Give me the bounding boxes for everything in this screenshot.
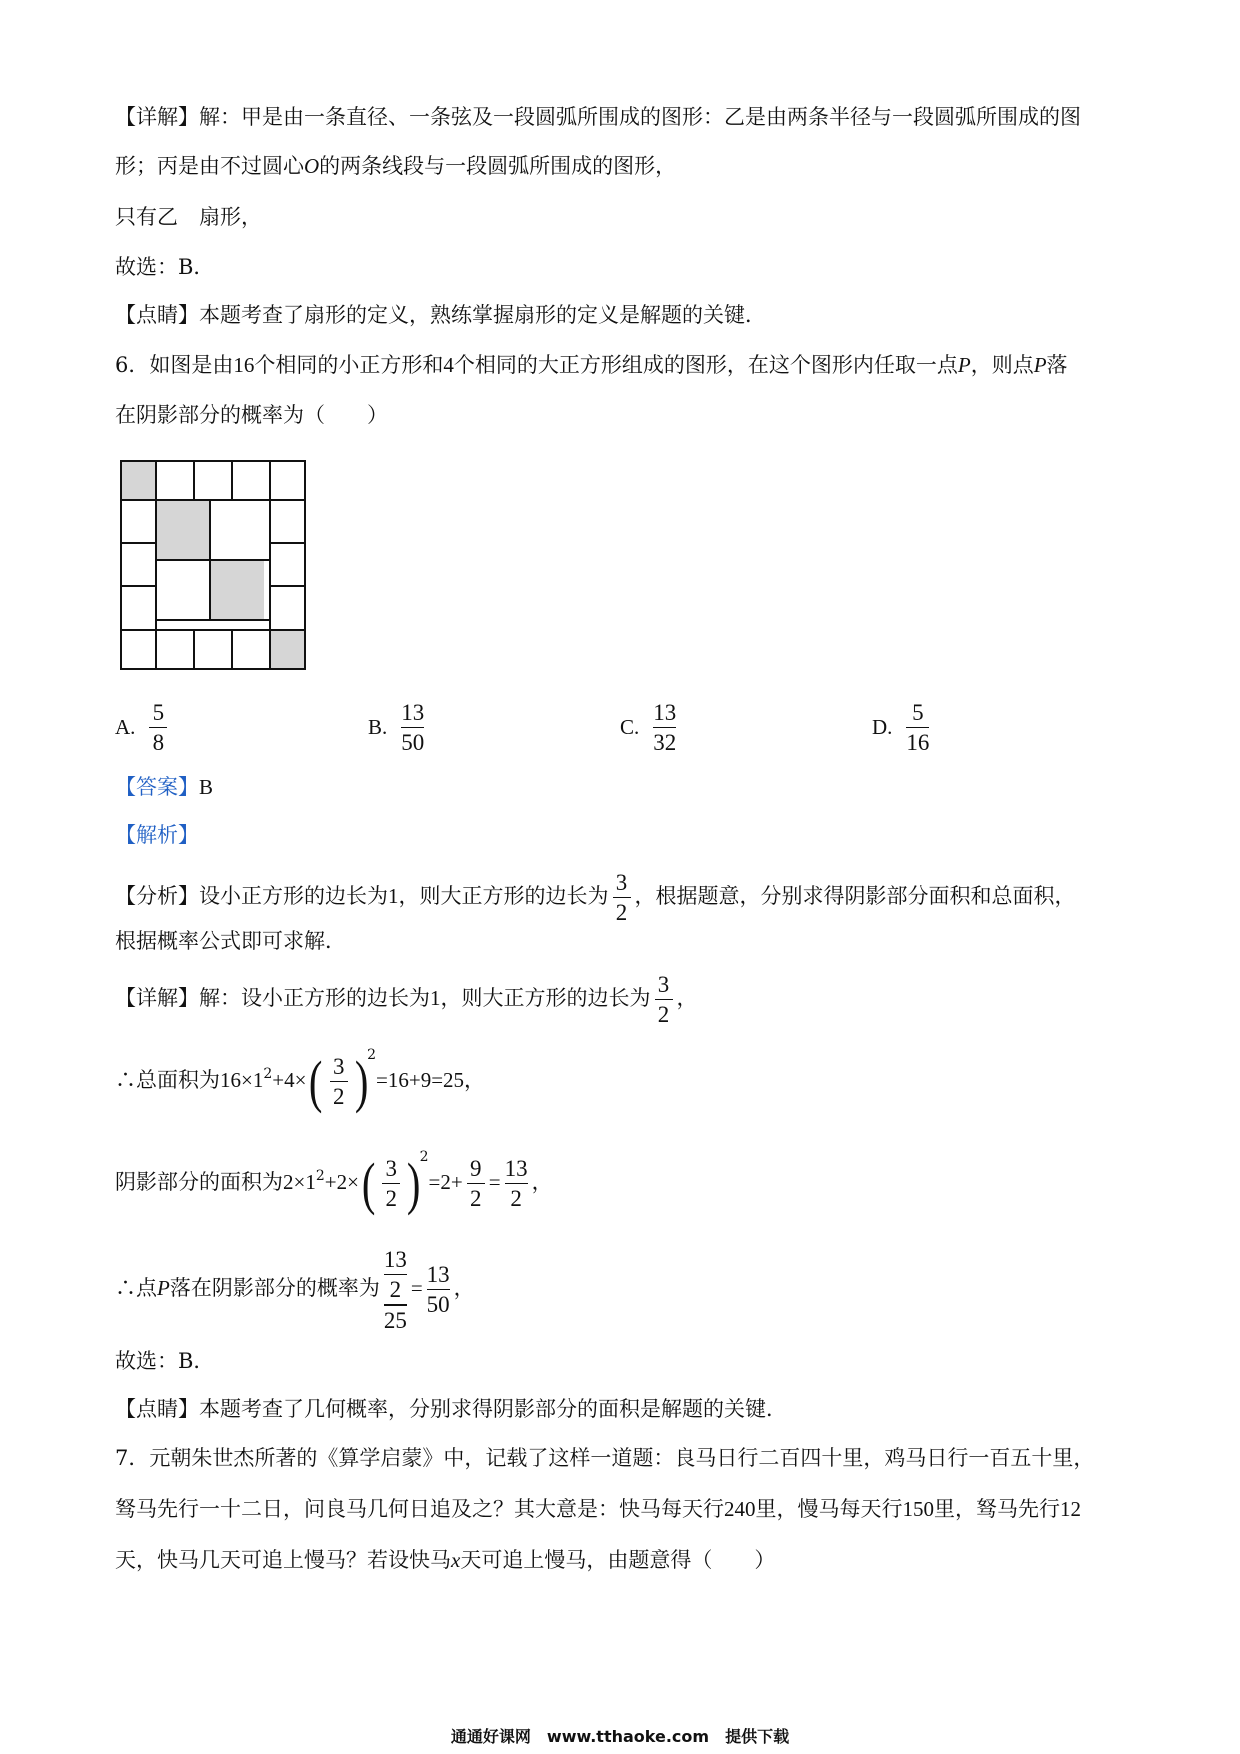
denominator: 2 (385, 1186, 398, 1211)
fraction-3-2 (655, 972, 673, 1027)
denominator: 8 (152, 730, 165, 755)
denominator: 2 (510, 1186, 522, 1211)
q6-stem-line-1 (115, 350, 1068, 380)
q7-text: 驽马先行一十二日，问良马几何日追及之？其大意是：快马每天行 (115, 1497, 724, 1521)
left-paren: ( (309, 1048, 323, 1114)
fenxi-text: 【分析】设小正方形的边长为 (115, 884, 388, 908)
q7-line-2 (115, 1494, 1081, 1524)
q7-line-3 (115, 1545, 775, 1575)
detail-text: 的两条线段与一段圆弧所围成的图形， (319, 154, 677, 178)
q7-text: 里，慢马每天行 (755, 1497, 903, 1521)
total-label: ∴总面积为 (115, 1068, 220, 1092)
shaded-large-square (156, 500, 210, 560)
analysis-tag: 【解析】 (115, 823, 199, 847)
choose-line: 故选：B． (115, 1349, 215, 1373)
xiangjie-text: 【详解】解：设小正方形的边长为 (115, 986, 430, 1010)
point-p-symbol: P (157, 1276, 170, 1300)
fraction-9-2 (467, 1156, 485, 1211)
math-expr: =16+9=25， (376, 1068, 486, 1092)
math-expr: 16×1 (220, 1068, 264, 1092)
number: 1 (388, 884, 399, 908)
center-o-symbol: O (304, 154, 320, 178)
variable-x: x (451, 1548, 461, 1572)
grid-figure (120, 460, 306, 670)
exponent: 2 (263, 1066, 273, 1082)
exponent: 2 (367, 1047, 377, 1063)
detail-line-3: 只有乙 扇形， (115, 205, 262, 229)
q6-number: 16 (233, 353, 255, 377)
q6-number: 4 (443, 353, 454, 377)
right-paren: ) (354, 1048, 369, 1114)
total-area-line (115, 1048, 485, 1118)
dianjing-line: 【点睛】本题考查了扇形的定义，熟练掌握扇形的定义是解题的关键． (115, 303, 766, 327)
point-p-symbol: P (957, 353, 971, 377)
numerator: 3 (385, 1156, 398, 1181)
detail-line-4: 故选：B． (115, 255, 215, 279)
option-label: A. (115, 715, 136, 739)
exponent: 2 (419, 1149, 429, 1165)
prob-label: ∴点 (115, 1276, 157, 1300)
math-expr: =2+ (428, 1170, 463, 1194)
right-paren: ) (407, 1150, 421, 1216)
fraction-13-2 (505, 1156, 528, 1211)
q7-text: 里，驽马先行 (934, 1497, 1060, 1521)
fraction-13-50 (427, 1262, 450, 1317)
option-label: D. (872, 715, 893, 739)
detail-line-2 (115, 151, 676, 181)
option-b[interactable] (368, 700, 428, 755)
answer-tag: 【答案】 (115, 775, 199, 799)
option-fraction (906, 700, 929, 755)
denominator: 16 (906, 730, 930, 755)
fraction-3-2 (330, 1054, 348, 1109)
number: 240 (724, 1497, 756, 1521)
compound-fraction (384, 1247, 407, 1333)
numerator: 9 (469, 1156, 482, 1181)
option-c[interactable] (620, 700, 680, 755)
shade-label: 阴影部分的面积为 (115, 1170, 283, 1194)
q6-text: 个相同的大正方形组成的图形，在这个图形内任取一点 (453, 353, 958, 377)
dianjing-line: 【点睛】本题考查了几何概率，分别求得阴影部分的面积是解题的关键． (115, 1397, 787, 1421)
option-a[interactable] (115, 700, 171, 755)
math-expr: +2× (324, 1170, 359, 1194)
number: 150 (902, 1497, 934, 1521)
answer-value: B (199, 775, 214, 799)
option-label: C. (620, 715, 640, 739)
q7-text: 天，快马几天可追上慢马？若设快马 (115, 1548, 451, 1572)
math-expr: 2×1 (283, 1170, 316, 1194)
page-footer: 通通好课网 www.tthaoke.com 提供下载 (450, 1727, 790, 1746)
q6-text: 落 (1046, 353, 1068, 377)
math-expr: ， (453, 1276, 475, 1300)
q7-text: 天可追上慢马，由题意得（ ） (460, 1548, 776, 1572)
q7-line-1: 7．元朝朱世杰所著的《算学启蒙》中，记载了这样一道题：良马日行二百四十里，鸡马日行一百五十里， (115, 1446, 1095, 1470)
numerator: 3 (657, 972, 670, 997)
xiangjie-text: ， (676, 986, 698, 1010)
fraction-3-2 (613, 870, 631, 925)
answer-line (115, 772, 213, 802)
q6-stem-line-2: 在阴影部分的概率为（ ） (115, 403, 388, 427)
q6-text: 个相同的小正方形和 (254, 353, 444, 377)
denominator: 25 (383, 1307, 407, 1333)
inner-fraction (384, 1247, 407, 1302)
denominator: 2 (333, 1084, 345, 1109)
numerator: 13 (653, 700, 677, 725)
shaded-large-square (210, 560, 264, 620)
option-fraction (401, 700, 424, 755)
number: 12 (1060, 1497, 1081, 1521)
denominator: 50 (401, 730, 425, 755)
exponent: 2 (315, 1168, 325, 1184)
prob-label: 落在阴影部分的概率为 (169, 1276, 380, 1300)
denominator: 50 (426, 1292, 450, 1317)
shaded-small-square (120, 460, 156, 500)
option-fraction (149, 700, 167, 755)
numerator: 13 (383, 1246, 407, 1272)
point-p-symbol: P (1033, 353, 1047, 377)
shaded-small-square (270, 630, 306, 670)
math-expr: = (488, 1170, 501, 1194)
denominator: 2 (389, 1276, 402, 1302)
math-expr: +4× (272, 1068, 307, 1092)
numerator: 5 (152, 700, 165, 725)
fenxi-line-2: 根据概率公式即可求解． (115, 929, 346, 953)
math-expr: ， (531, 1170, 553, 1194)
q6-text: ，则点 (970, 353, 1034, 377)
probability-line (115, 1238, 475, 1338)
denominator: 32 (653, 730, 677, 755)
denominator: 2 (657, 1002, 670, 1027)
numerator: 13 (401, 700, 425, 725)
option-label: B. (368, 715, 388, 739)
left-paren: ( (361, 1150, 376, 1216)
numerator: 3 (333, 1054, 345, 1079)
shaded-area-line (115, 1150, 553, 1220)
numerator: 5 (912, 700, 924, 725)
detail-line-1: 【详解】解：甲是由一条直径、一条弦及一段圆弧所围成的图形：乙是由两条半径与一段圆弧所围成的图 (115, 105, 1081, 129)
fenxi-text: ，根据题意，分别求得阴影部分面积和总面积， (634, 884, 1076, 908)
numerator: 13 (504, 1156, 528, 1181)
detail-text: 形；丙是由不过圆心 (115, 154, 304, 178)
fenxi-text: ，则大正方形的边长为 (398, 884, 609, 908)
option-d[interactable] (872, 700, 933, 755)
denominator: 2 (615, 900, 628, 925)
fenxi-line-1 (115, 868, 1076, 924)
option-fraction (653, 700, 676, 755)
xiangjie-text: ，则大正方形的边长为 (440, 986, 651, 1010)
q6-text: 6．如图是由 (115, 353, 234, 377)
number: 1 (430, 986, 441, 1010)
numerator: 3 (615, 870, 628, 895)
denominator: 2 (469, 1186, 482, 1211)
xiangjie-line-1 (115, 970, 698, 1026)
numerator: 13 (426, 1262, 450, 1287)
math-expr: = (410, 1276, 423, 1300)
fraction-3-2 (382, 1156, 400, 1211)
